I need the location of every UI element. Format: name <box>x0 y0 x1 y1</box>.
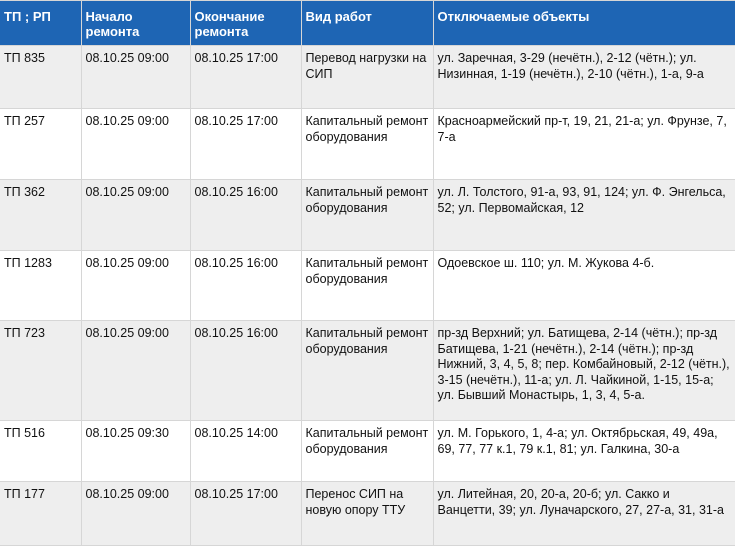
cell-end: 08.10.25 14:00 <box>190 421 301 482</box>
cell-end: 08.10.25 16:00 <box>190 180 301 251</box>
cell-tp: ТП 362 <box>0 180 81 251</box>
cell-start: 08.10.25 09:00 <box>81 180 190 251</box>
cell-work: Перевод нагрузки на СИП <box>301 46 433 109</box>
cell-tp: ТП 1283 <box>0 251 81 321</box>
cell-objects: пр-зд Верхний; ул. Батищева, 2-14 (чётн.); пр-зд Батищева, 1-21 (нечётн.), 2-14 (чётн.); пр-зд Нижний, 3, 4, 5, 8; пер. Комбайновый, 2-12 (чётн.), 3-15 (нечётн.), 11-а; ул. Л. Чайкиной, 1-15, 15-а; ул. Бывший Монастырь, 1, 3, 4, 5-а. <box>433 321 735 421</box>
cell-start: 08.10.25 09:00 <box>81 109 190 180</box>
table-row <box>0 421 735 482</box>
table-row <box>0 321 735 421</box>
cell-work: Капитальный ремонт оборудования <box>301 251 433 321</box>
cell-tp: ТП 177 <box>0 482 81 546</box>
cell-work: Капитальный ремонт оборудования <box>301 180 433 251</box>
cell-work: Капитальный ремонт оборудования <box>301 109 433 180</box>
cell-start: 08.10.25 09:00 <box>81 482 190 546</box>
cell-objects: ул. Л. Толстого, 91-а, 93, 91, 124; ул. Ф. Энгельса, 52; ул. Первомайская, 12 <box>433 180 735 251</box>
header-work: Вид работ <box>301 1 433 46</box>
cell-start: 08.10.25 09:00 <box>81 46 190 109</box>
cell-work: Перенос СИП на новую опору ТТУ <box>301 482 433 546</box>
table-row <box>0 482 735 546</box>
cell-objects: ул. Литейная, 20, 20-а, 20-б; ул. Сакко и Ванцетти, 39; ул. Луначарского, 27, 27-а, 31, 31-а <box>433 482 735 546</box>
cell-end: 08.10.25 17:00 <box>190 482 301 546</box>
header-end: Окончание ремонта <box>190 1 301 46</box>
table-row <box>0 46 735 109</box>
cell-work: Капитальный ремонт оборудования <box>301 421 433 482</box>
cell-work: Капитальный ремонт оборудования <box>301 321 433 421</box>
table-row <box>0 109 735 180</box>
cell-end: 08.10.25 17:00 <box>190 109 301 180</box>
header-row <box>0 1 735 46</box>
cell-end: 08.10.25 17:00 <box>190 46 301 109</box>
cell-objects: ул. М. Горького, 1, 4-а; ул. Октябрьская, 49, 49а, 69, 77, 77 к.1, 79 к.1, 81; ул. Галкина, 30-а <box>433 421 735 482</box>
cell-objects: Одоевское ш. 110; ул. М. Жукова 4-б. <box>433 251 735 321</box>
cell-tp: ТП 257 <box>0 109 81 180</box>
cell-tp: ТП 835 <box>0 46 81 109</box>
header-objects: Отключаемые объекты <box>433 1 735 46</box>
table-row <box>0 251 735 321</box>
cell-end: 08.10.25 16:00 <box>190 321 301 421</box>
cell-tp: ТП 723 <box>0 321 81 421</box>
header-start: Начало ремонта <box>81 1 190 46</box>
cell-end: 08.10.25 16:00 <box>190 251 301 321</box>
header-tp: ТП ; РП <box>0 1 81 46</box>
cell-start: 08.10.25 09:00 <box>81 321 190 421</box>
cell-start: 08.10.25 09:00 <box>81 251 190 321</box>
cell-tp: ТП 516 <box>0 421 81 482</box>
cell-start: 08.10.25 09:30 <box>81 421 190 482</box>
table-row <box>0 180 735 251</box>
cell-objects: Красноармейский пр-т, 19, 21, 21-а; ул. Фрунзе, 7, 7-а <box>433 109 735 180</box>
cell-objects: ул. Заречная, 3-29 (нечётн.), 2-12 (чётн.); ул. Низинная, 1-19 (нечётн.), 2-10 (чётн.), 1-а, 9-а <box>433 46 735 109</box>
